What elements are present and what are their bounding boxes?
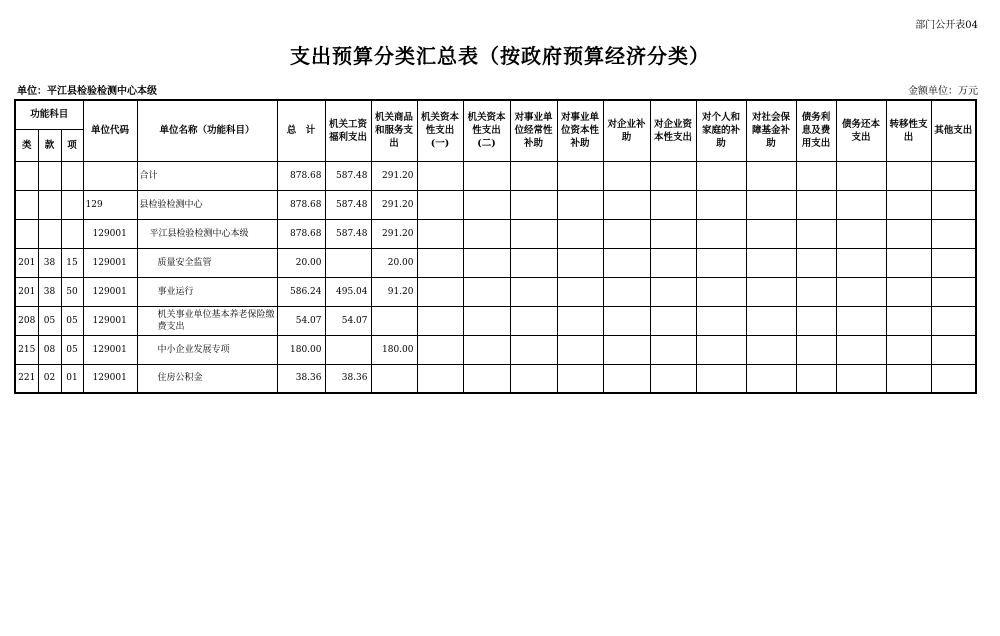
cell-empty [603,190,650,219]
cell-empty [417,219,463,248]
cell-xiang [61,190,83,219]
cell-empty [696,190,746,219]
cell-empty [836,335,886,364]
cell-empty [417,306,463,335]
header-c8: 对企业资本性支出 [650,100,696,161]
amount-unit-label: 金额单位：万元 [908,86,978,97]
cell-empty [557,190,603,219]
header-c14: 其他支出 [931,100,976,161]
budget-table [14,99,977,394]
cell-empty [417,248,463,277]
cell-empty [650,306,696,335]
cell-empty [463,335,510,364]
header-total: 总 计 [277,100,325,161]
cell-empty [746,219,796,248]
cell-empty [886,190,931,219]
unit-label: 单位：平江县检验检测中心本级 [17,86,157,97]
cell-empty [886,248,931,277]
cell-xiang: 05 [61,306,83,335]
cell-empty [603,219,650,248]
table-row [15,335,976,364]
cell-empty [931,161,976,190]
cell-unit-name: 机关事业单位基本养老保险缴费支出 [137,306,277,335]
cell-empty [650,190,696,219]
cell-empty [510,190,557,219]
cell-empty [510,248,557,277]
cell-empty [696,364,746,393]
cell-empty [931,190,976,219]
cell-empty [796,190,836,219]
cell-c1: 495.04 [325,277,371,306]
cell-unit-name: 事业运行 [137,277,277,306]
header-unit-code: 单位代码 [83,100,137,161]
cell-empty [557,306,603,335]
cell-total: 586.24 [277,277,325,306]
cell-c2: 291.20 [371,161,417,190]
cell-empty [603,277,650,306]
cell-empty [650,364,696,393]
cell-unit-name: 质量安全监管 [137,248,277,277]
cell-kuan: 08 [38,335,61,364]
cell-kuan: 05 [38,306,61,335]
cell-c2 [371,364,417,393]
cell-empty [796,277,836,306]
cell-empty [746,190,796,219]
cell-c2: 291.20 [371,190,417,219]
cell-total: 180.00 [277,335,325,364]
cell-empty [746,364,796,393]
cell-c1: 587.48 [325,219,371,248]
cell-empty [931,364,976,393]
cell-empty [886,161,931,190]
cell-empty [463,306,510,335]
cell-empty [836,219,886,248]
cell-c2: 291.20 [371,219,417,248]
cell-empty [796,219,836,248]
cell-empty [510,277,557,306]
cell-c2: 91.20 [371,277,417,306]
cell-empty [796,364,836,393]
cell-empty [510,364,557,393]
table-row [15,306,976,335]
cell-unit-code: 129001 [83,335,137,364]
page-title: 支出预算分类汇总表（按政府预算经济分类） [290,44,710,68]
header-c11: 债务利息及费用支出 [796,100,836,161]
cell-unit-name: 住房公积金 [137,364,277,393]
cell-unit-code [83,161,137,190]
cell-c2: 20.00 [371,248,417,277]
cell-c1: 54.07 [325,306,371,335]
cell-empty [510,161,557,190]
header-c3: 机关资本性支出(一) [417,100,463,161]
cell-empty [886,219,931,248]
cell-empty [463,219,510,248]
table-row [15,161,976,190]
cell-empty [417,277,463,306]
header-c5: 对事业单位经常性补助 [510,100,557,161]
cell-kuan [38,190,61,219]
table-row [15,277,976,306]
cell-empty [417,190,463,219]
cell-empty [931,219,976,248]
cell-empty [886,335,931,364]
header-c6: 对事业单位资本性补助 [557,100,603,161]
cell-empty [746,161,796,190]
cell-empty [557,277,603,306]
cell-empty [603,161,650,190]
cell-empty [463,161,510,190]
cell-unit-name: 平江县检验检测中心本级 [137,219,277,248]
header-c9: 对个人和家庭的补助 [696,100,746,161]
header-c13: 转移性支出 [886,100,931,161]
cell-empty [696,306,746,335]
cell-total: 878.68 [277,190,325,219]
cell-empty [557,219,603,248]
cell-empty [931,306,976,335]
cell-empty [696,219,746,248]
table-row [15,190,976,219]
cell-total: 878.68 [277,219,325,248]
cell-total: 878.68 [277,161,325,190]
cell-empty [650,248,696,277]
cell-empty [746,277,796,306]
cell-empty [557,161,603,190]
cell-empty [931,335,976,364]
cell-unit-name: 合计 [137,161,277,190]
cell-c1 [325,248,371,277]
cell-c1: 38.36 [325,364,371,393]
cell-total: 20.00 [277,248,325,277]
cell-empty [603,306,650,335]
cell-c2 [371,306,417,335]
cell-empty [796,248,836,277]
table-number-label: 部门公开表04 [915,20,978,31]
cell-empty [417,335,463,364]
cell-xiang: 50 [61,277,83,306]
cell-empty [650,277,696,306]
cell-unit-code: 129001 [83,306,137,335]
cell-xiang: 15 [61,248,83,277]
header-c12: 债务还本支出 [836,100,886,161]
cell-lei: 208 [15,306,38,335]
cell-kuan [38,219,61,248]
cell-c2: 180.00 [371,335,417,364]
cell-xiang: 05 [61,335,83,364]
cell-empty [696,161,746,190]
header-kuan: 款 [38,129,61,161]
cell-empty [603,248,650,277]
cell-xiang: 01 [61,364,83,393]
cell-lei: 201 [15,248,38,277]
cell-empty [650,335,696,364]
cell-empty [746,306,796,335]
cell-xiang [61,161,83,190]
cell-xiang [61,219,83,248]
header-lei: 类 [15,129,38,161]
cell-empty [886,277,931,306]
cell-c1: 587.48 [325,161,371,190]
cell-lei: 215 [15,335,38,364]
cell-empty [603,364,650,393]
cell-c1 [325,335,371,364]
cell-unit-code: 129001 [83,277,137,306]
cell-kuan: 38 [38,248,61,277]
cell-empty [696,335,746,364]
cell-empty [836,277,886,306]
cell-empty [931,277,976,306]
cell-c1: 587.48 [325,190,371,219]
cell-empty [510,335,557,364]
cell-empty [463,248,510,277]
cell-lei: 201 [15,277,38,306]
cell-empty [603,335,650,364]
cell-unit-name: 县检验检测中心 [137,190,277,219]
cell-empty [417,364,463,393]
cell-empty [557,364,603,393]
cell-unit-name: 中小企业发展专项 [137,335,277,364]
cell-lei: 221 [15,364,38,393]
cell-empty [886,364,931,393]
header-c1: 机关工资福利支出 [325,100,371,161]
cell-empty [650,161,696,190]
cell-kuan: 02 [38,364,61,393]
cell-lei [15,219,38,248]
header-xiang: 项 [61,129,83,161]
cell-empty [836,306,886,335]
cell-empty [557,248,603,277]
cell-empty [836,190,886,219]
cell-empty [463,190,510,219]
table-row [15,248,976,277]
cell-empty [796,161,836,190]
cell-unit-code: 129001 [83,248,137,277]
cell-empty [510,219,557,248]
header-unit-name: 单位名称（功能科目） [137,100,277,161]
cell-empty [417,161,463,190]
cell-kuan [38,161,61,190]
cell-total: 38.36 [277,364,325,393]
cell-empty [746,248,796,277]
header-c10: 对社会保障基金补助 [746,100,796,161]
cell-lei [15,190,38,219]
cell-empty [796,306,836,335]
cell-empty [696,277,746,306]
header-c7: 对企业补助 [603,100,650,161]
cell-empty [463,364,510,393]
cell-total: 54.07 [277,306,325,335]
cell-empty [746,335,796,364]
header-c2: 机关商品和服务支出 [371,100,417,161]
cell-empty [510,306,557,335]
table-row [15,364,976,393]
cell-empty [650,219,696,248]
cell-empty [836,248,886,277]
cell-empty [836,161,886,190]
cell-empty [931,248,976,277]
cell-kuan: 38 [38,277,61,306]
cell-empty [886,306,931,335]
header-function-subject: 功能科目 [15,100,83,129]
cell-empty [796,335,836,364]
cell-unit-code: 129001 [83,219,137,248]
cell-empty [463,277,510,306]
cell-unit-code: 129001 [83,364,137,393]
cell-unit-code: 129 [83,190,137,219]
cell-empty [557,335,603,364]
cell-lei [15,161,38,190]
cell-empty [836,364,886,393]
cell-empty [696,248,746,277]
header-c4: 机关资本性支出(二) [463,100,510,161]
table-row [15,219,976,248]
